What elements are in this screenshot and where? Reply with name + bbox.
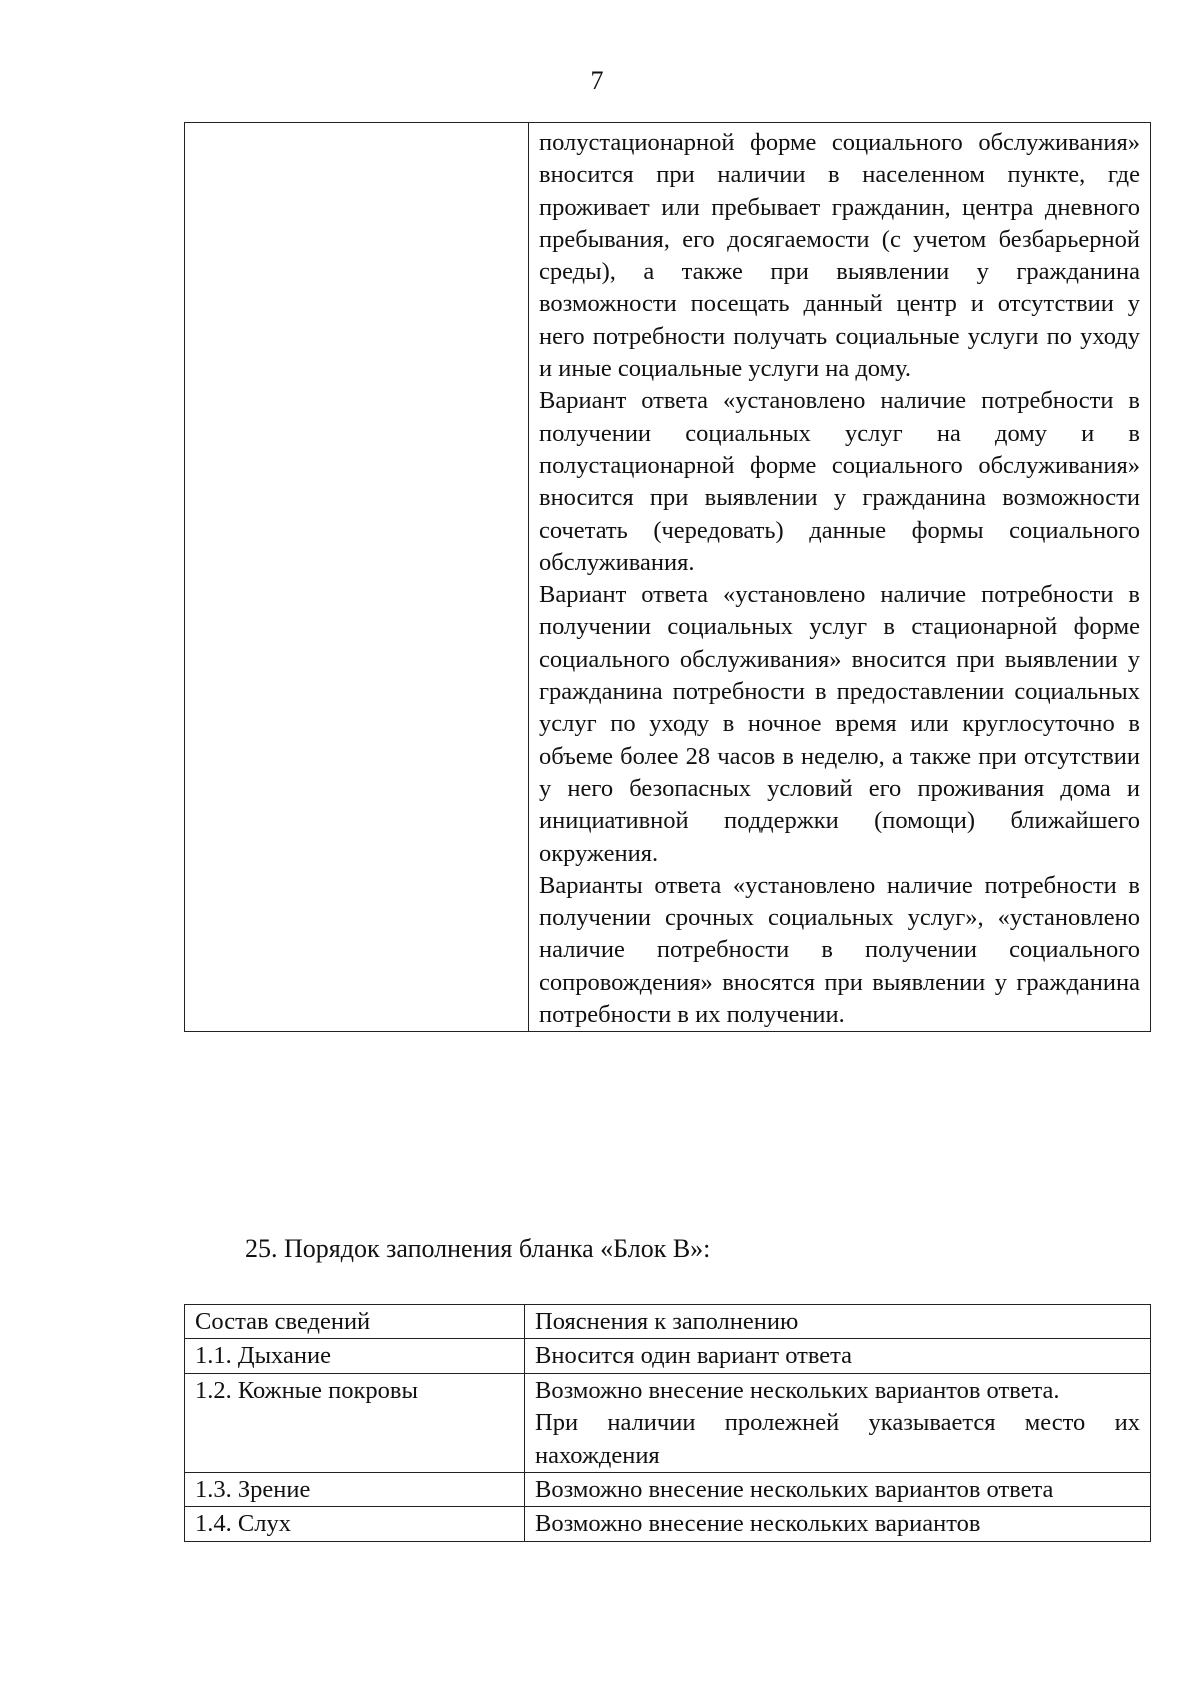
item-cell: 1.2. Кожные покровы	[185, 1373, 525, 1472]
paragraph: Возможно внесение нескольких вариантов	[535, 1510, 981, 1538]
table-row	[185, 1339, 1151, 1373]
explanation-cell	[525, 1339, 1151, 1373]
header-cell: Пояснения к заполнению	[525, 1305, 1151, 1339]
paragraph: полустационарной форме социального обслуживания» вносится при наличии в населенном пункте, где проживает или пребывает гражданин, центра дневного пребывания, его досягаемости (с учетом безбарьерной среды), а также при выявлении у гражданина возможности посещать данный центр и отсутствии у него потребности получать социальные услуги по уходу и иные социальные услуги на дому.	[539, 129, 1140, 383]
explanation-cell	[525, 1373, 1151, 1472]
item-cell: 1.4. Слух	[185, 1507, 525, 1541]
block-v-table	[184, 1304, 1151, 1542]
page-number: 7	[590, 66, 604, 95]
explanation-cell	[529, 123, 1151, 1032]
paragraph: Возможно внесение нескольких вариантов ответа.	[535, 1376, 1060, 1404]
table-row	[185, 1507, 1151, 1541]
item-cell: 1.3. Зрение	[185, 1473, 525, 1507]
table-row	[185, 1373, 1151, 1472]
section-heading: 25. Порядок заполнения бланка «Блок В»:	[245, 1234, 711, 1263]
paragraph: Возможно внесение нескольких вариантов ответа	[535, 1476, 1054, 1504]
explanation-cell	[525, 1507, 1151, 1541]
paragraph: Вариант ответа «установлено наличие потребности в получении социальных услуг в стационарной форме социального обслуживания» вносится при выявлении у гражданина потребности в предоставлении социальных услуг по уходу в ночное время или круглосуточно в объеме более 28 часов в неделю, а также при отсутствии у него безопасных условий его проживания дома и инициативной поддержки (помощи) ближайшего окружения.	[539, 581, 1140, 867]
header-cell: Состав сведений	[185, 1305, 525, 1339]
table-header-row	[185, 1305, 1151, 1339]
item-cell: 1.1. Дыхание	[185, 1339, 525, 1373]
paragraph: Вносится один вариант ответа	[535, 1342, 853, 1370]
table-row	[185, 123, 1151, 1032]
paragraph: Варианты ответа «установлено наличие потребности в получении срочных социальных услуг», «установлено наличие потребности в получении социального сопровождения» вносятся при выявлении у гражданина потребности в их получении.	[539, 871, 1140, 1029]
explanation-cell	[525, 1473, 1151, 1507]
continued-table	[184, 122, 1151, 1032]
empty-left-cell	[185, 123, 529, 1032]
table-row	[185, 1473, 1151, 1507]
paragraph: При наличии пролежней указывается место их нахождения	[535, 1409, 1140, 1469]
paragraph: Вариант ответа «установлено наличие потребности в получении социальных услуг на дому и в полустационарной форме социального обслуживания» вносится при выявлении у гражданина возможности сочетать (чередовать) данные формы социального обслуживания.	[539, 387, 1140, 576]
